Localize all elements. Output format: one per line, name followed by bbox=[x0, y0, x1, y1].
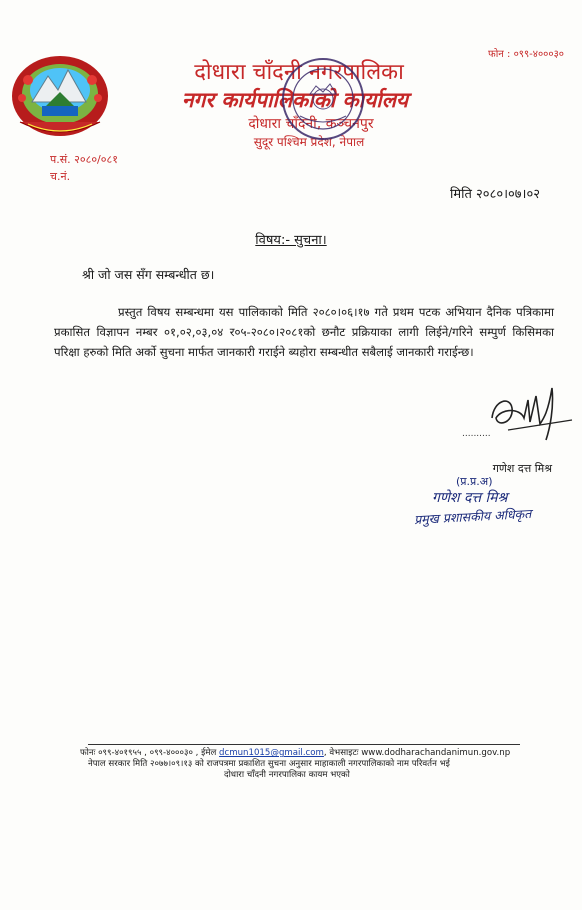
signature-dots: .......... bbox=[462, 429, 491, 439]
footer-note-line1: नेपाल सरकार मिति २०७७।०९।१३ को राजपत्रमा प्रकाशित सुचना अनुसार माहाकाली नगरपालिकाको नाम परिवर्तन भई bbox=[88, 759, 450, 769]
footer-email-link[interactable]: dcmun1015@gmail.com bbox=[219, 748, 324, 758]
subject-line bbox=[0, 230, 582, 248]
handwritten-signature bbox=[462, 378, 574, 448]
office-province: सुदूर पश्चिम प्रदेश, नेपाल bbox=[253, 135, 365, 149]
office-address: दोधारा चाँदनी, कञ्चनपुर bbox=[248, 116, 374, 132]
designation-stamp-title: प्रमुख प्रशासकीय अधिकृत bbox=[413, 505, 532, 528]
header-phone: फोन : ०९९-४०००३० bbox=[488, 49, 564, 60]
designation-stamp-name: गणेश दत्त मिश्र bbox=[432, 490, 508, 506]
footer-phone: फोनः ०९९-४०१९५५ , ०९९-४०००३० , bbox=[80, 748, 199, 758]
footer-email-label: ईमेल bbox=[201, 748, 217, 758]
signer-name: गणेश दत्त मिश्र bbox=[492, 462, 552, 475]
office-seal-icon bbox=[280, 56, 366, 142]
office-type: नगर कार्यपालिकाको कार्यालय bbox=[181, 88, 409, 112]
subject-text: विषय:- सुचना। bbox=[255, 233, 327, 248]
footer-contact bbox=[80, 748, 540, 759]
footer-divider bbox=[88, 744, 520, 745]
letter-number: प.सं. २०८०/०८१ bbox=[50, 153, 118, 166]
footer-note-line2: दोधारा चाँदनी नगरपालिका कायम भएको bbox=[224, 770, 350, 780]
designation-stamp-abbr: (प्र.प्र.अ) bbox=[456, 475, 493, 488]
letter-body: प्रस्तुत विषय सम्बन्धमा यस पालिकाको मिति २०८०।०६।१७ गते प्रथम पटक अभियान दैनिक पत्रिकामा प्रकासित विज्ञापन नम्बर ०१,०२,०३,०४ र०५-२०८०।२०८१को छनौट प्रक्रियाका लागी लिईने/गरिने सम्पुर्ण किसिमका परिक्षा हरुको मिति अर्को सुचना मार्फत जानकारी गराईने ब्यहोरा सम्बन्धीत सबैलाई जानकारी गराईन्छ। bbox=[54, 305, 554, 359]
dispatch-number: च.नं. bbox=[50, 170, 71, 183]
letter-date: मिति २०८०।०७।०२ bbox=[450, 187, 540, 202]
footer-website[interactable]: , वेभसाइटः www.dodharachandanimun.gov.np bbox=[323, 748, 511, 758]
office-name: दोधारा चाँदनी नगरपालिका bbox=[194, 60, 404, 85]
addressee: श्री जो जस सँग सम्बन्धीत छ। bbox=[82, 267, 215, 282]
